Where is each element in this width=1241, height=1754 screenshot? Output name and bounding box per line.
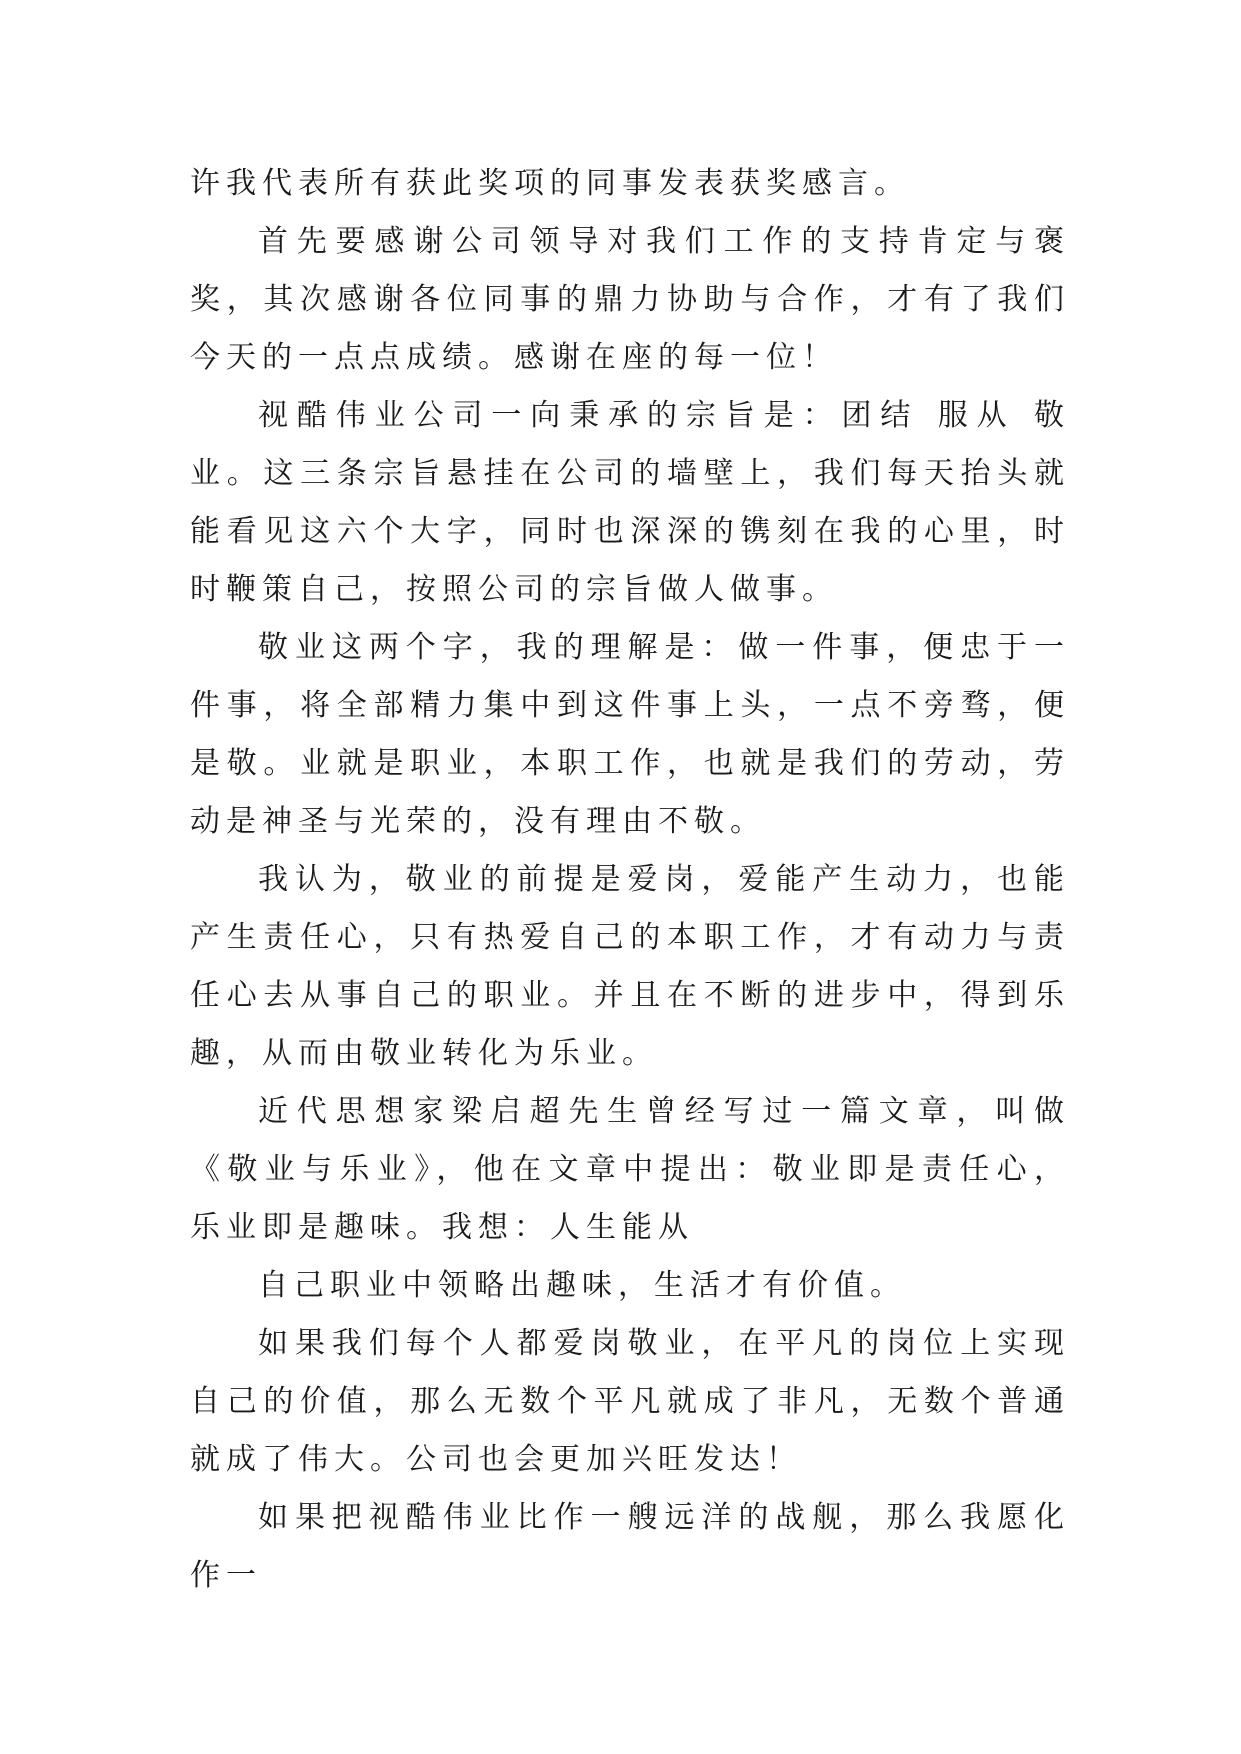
document-body	[190, 155, 1070, 1605]
paragraph-1: 许我代表所有获此奖项的同事发表获奖感言。	[190, 166, 910, 201]
paragraph-5: 我认为，敬业的前提是爱岗，爱能产生动力，也能产生责任心，只有热爱自己的本职工作，才有动力与责任心去从事自己的职业。并且在不断的进步中，得到乐趣，从而由敬业转化为乐业。	[190, 862, 1070, 1071]
paragraph-3: 视酷伟业公司一向秉承的宗旨是：团结 服从 敬业。这三条宗旨悬挂在公司的墙壁上，我们每天抬头就能看见这六个大字，同时也深深的镌刻在我的心里，时时鞭策自己，按照公司的宗旨做人做事。	[190, 398, 1070, 607]
paragraph-6: 近代思想家梁启超先生曾经写过一篇文章，叫做《敬业与乐业》，他在文章中提出：敬业即是责任心，乐业即是趣味。我想：人生能从	[190, 1094, 1070, 1245]
paragraph-7: 自己职业中领略出趣味，生活才有价值。	[258, 1268, 906, 1303]
paragraph-2: 首先要感谢公司领导对我们工作的支持肯定与褒奖，其次感谢各位同事的鼎力协助与合作，才有了我们今天的一点点成绩。感谢在座的每一位！	[190, 224, 1070, 375]
paragraph-4: 敬业这两个字，我的理解是：做一件事，便忠于一件事，将全部精力集中到这件事上头，一点不旁骛，便是敬。业就是职业，本职工作，也就是我们的劳动，劳动是神圣与光荣的，没有理由不敬。	[190, 630, 1070, 839]
paragraph-8: 如果我们每个人都爱岗敬业，在平凡的岗位上实现自己的价值，那么无数个平凡就成了非凡，无数个普通就成了伟大。公司也会更加兴旺发达！	[190, 1326, 1070, 1477]
paragraph-9: 如果把视酷伟业比作一艘远洋的战舰，那么我愿化作一	[190, 1500, 1070, 1593]
